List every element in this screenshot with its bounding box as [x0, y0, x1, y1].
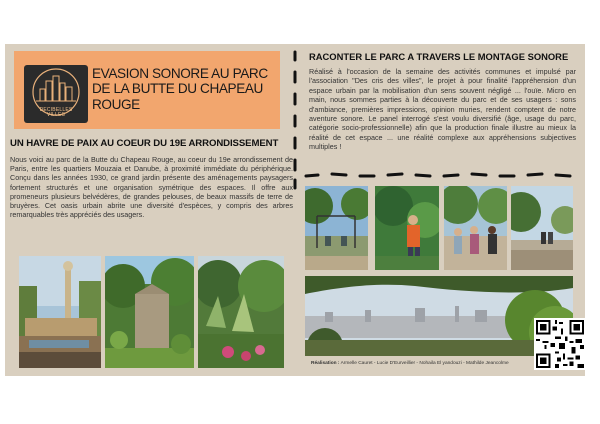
page-title: EVASION SONORE AU PARC DE LA BUTTE DU CHAPEAU ROUGE — [92, 66, 268, 112]
flower-garden-photo — [198, 256, 284, 368]
decibelles-villes-logo — [24, 65, 88, 123]
logo-text-1: DECIBELLES — [39, 107, 73, 113]
vertical-divider — [291, 50, 299, 190]
park-walk-photo — [511, 186, 573, 270]
fountain-photo — [19, 256, 101, 368]
horizontal-divider — [300, 168, 580, 182]
qr-code[interactable] — [534, 318, 586, 370]
playground-photo — [305, 186, 368, 270]
recording-person-photo — [375, 186, 439, 270]
paris-panorama-photo — [305, 276, 573, 356]
park-visitors-photo — [444, 186, 507, 270]
right-section-text: Réalisé à l'occasion de la semaine des activités communes et impulsé par l'association "Des cris des villes", le projet à pour finalité l'appréhension d'un espace urbain par la mobilisation d'un sens souvent négligé ... l'ouïe. Micro en main, nous sommes parties à la découverte du parc et de ses usagers : sons d'ambiance, premières impressions, opinion muries, rendent comptent de notre aventure sonore. Le panel interrogé s'est voulu diversifié (âge, usage du parc, catégorie socio-professionnelle) afin que la production finale illustre au mieux la réalité de cet espace ... une réalité complexe aux appréhensions subjectives multiples ! — [309, 67, 576, 152]
garden-sculpture-photo — [105, 256, 194, 368]
left-section-heading: UN HAVRE DE PAIX AU COEUR DU 19E ARRONDISSEMENT — [10, 138, 279, 149]
logo-text-2: VILLES — [46, 112, 66, 118]
credits — [311, 361, 509, 366]
credits-names: Armelle Cauret - Lucie D'Eurveillier - Nohaila El yandouzi - Mathilde Jeancolme — [339, 361, 509, 366]
credits-label: Réalisation : — [311, 361, 340, 366]
left-section-text: Nous voici au parc de la Butte du Chapeau Rouge, au coeur du 19e arrondissement de Paris, entre les quartiers Mouzaia et Danube, à proximité immédiate du périphérique. Conçu dans les années 1930, ce grand jardin présente des aménagements paysagers fortement structurés et une organisation symétrique des espaces. Il offre aux promeneurs plusieurs belvédères, de grandes pelouses, de beaux massifs de terre de bruyères. Cet oasis urbain abrite une diversité d'espèces, y compris des arbres remarquables très appréciés des usagers. — [10, 155, 293, 220]
right-section-heading: RACONTER LE PARC A TRAVERS LE MONTAGE SONORE — [309, 51, 569, 62]
